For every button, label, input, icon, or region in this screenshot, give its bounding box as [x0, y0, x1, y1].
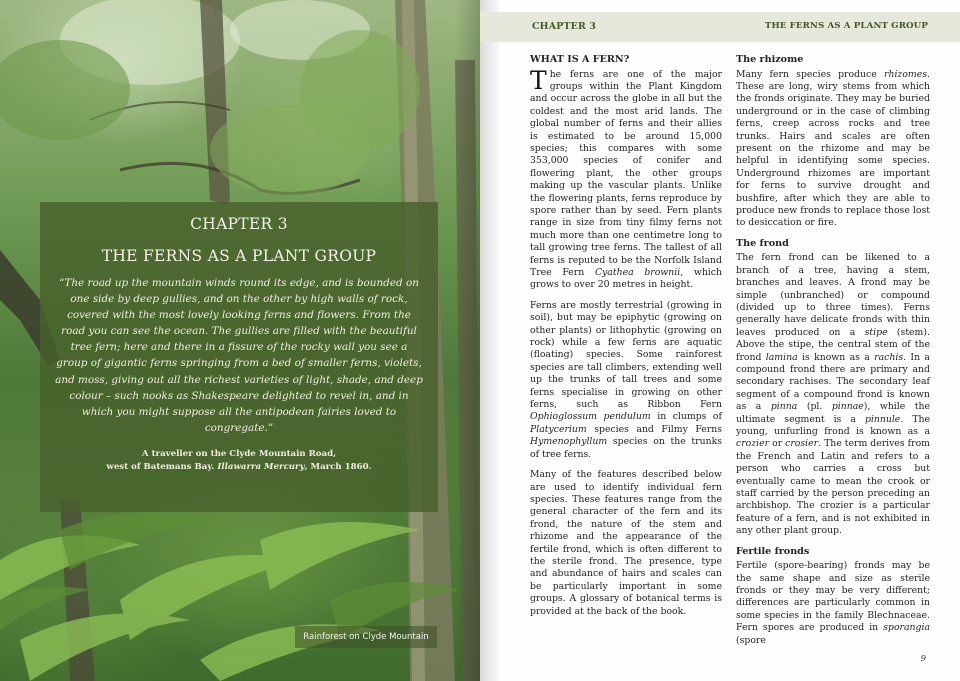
intro-text-end: , which grows to over 20 metres in height.: [530, 267, 722, 291]
panel-quote: “The road up the mountain winds round its edge, and is bounded on one side by deep gullies, and on the other by high walls of rock, covered with the most lovely looking ferns and flowers. From the road you can see the ocean. The gullies are filled with the beautiful tree fern; here and there in a fissure of the rocky wall you see a group of gigantic ferns springing from a bed of smaller ferns, violets, and moss, giving out all the richest varieties of light, shade, and deep colour – such nooks as Shakespeare delighted to revel in, and in which you might suppose all the antipodean fairies loved to congregate.”: [55, 277, 423, 434]
term: crosier: [785, 438, 819, 450]
term: pinnae: [831, 401, 864, 413]
habitat-text: species on the trunks of tree ferns.: [530, 436, 722, 460]
fertile-text: (spore: [736, 634, 766, 646]
header-title: THE FERNS AS A PLANT GROUP: [764, 21, 928, 31]
paragraph-frond: [736, 252, 930, 537]
inner-gutter-shadow: [480, 0, 502, 681]
panel-chapter-label: CHAPTER 3: [190, 215, 288, 233]
fertile-text: Fertile (spore-bearing) fronds may be the same shape and size as sterile fronds or they may be very different; differences are particularly common in some species in the family Blechnaceae. Fern spores are produced in: [736, 560, 930, 634]
term: pinnule: [864, 413, 901, 425]
term: sporangia: [883, 622, 930, 634]
term: lamina: [765, 351, 798, 363]
credit-line-1: A traveller on the Clyde Mountain Road,: [141, 448, 337, 459]
term: rhizomes: [884, 68, 928, 80]
frond-text: is known as a: [801, 351, 870, 363]
page-gutter-shadow: [455, 0, 480, 681]
header-chapter: CHAPTER 3: [532, 21, 597, 32]
photo-caption: Rainforest on Clyde Mountain: [295, 626, 437, 648]
frond-text: The fern frond can be likened to a branch of a tree, having a stem, branches and leaves. A frond may be simple (unbranched) or compound (divided up to three times). Ferns generally have delicate fronds with thin leaves produced on a: [736, 252, 930, 338]
panel-chapter-title: THE FERNS AS A PLANT GROUP: [101, 247, 377, 265]
rhizome-text: Many fern species produce: [736, 68, 877, 80]
paragraph-features: Many of the features described below are used to identify individual fern species. These features range from the general character of the fern and its frond, the nature of the stem and rhizome and the appearance of the fertile frond, which is often different to the sterile frond. The presence, type and abundance of hairs and scales can be particularly important in some groups. A glossary of botanical terms is provided at the back of the book.: [530, 469, 722, 617]
species-name: Hymenophyllum: [530, 436, 608, 448]
term: crozier: [736, 438, 770, 450]
page-number: 9: [920, 654, 926, 664]
credit-source: Illawarra Mercury: [217, 462, 305, 473]
frond-text: . The term derives from the French and Latin and refers to a person who carries a cross but eventually came to mean the crook or staff carried by the person preceding an archbishop. The crozier is a particular feature of a fern, and is not exhibited in any other plant group.: [736, 438, 930, 537]
frond-text: (stem). Above the stipe, the central stem of the frond: [736, 326, 930, 363]
text-page: [480, 0, 960, 681]
term: rachis: [874, 351, 904, 363]
paragraph-intro: [530, 65, 722, 292]
frond-text: . The young, unfurling frond is known as a: [736, 413, 930, 437]
section-heading-frond: The frond: [736, 237, 789, 249]
section-heading-what-is-a-fern: WHAT IS A FERN?: [530, 54, 630, 65]
species-name: Ophioglossum pendulum: [530, 411, 651, 423]
paragraph-fertile: [736, 560, 930, 647]
section-heading-fertile-fronds: Fertile fronds: [736, 545, 810, 557]
term: stipe: [864, 326, 888, 338]
credit-line-2: west of Batemans Bay.: [106, 462, 215, 473]
term: pinna: [770, 401, 798, 413]
habitat-text: Ferns are mostly terrestrial (growing in soil), but may be epiphytic (growing on other plants) or lithophytic (growing on rock) while a few ferns are aquatic (floating) species. Some rainforest species are tall climbers, extending well up the trunks of tall trees and some ferns specialise in growing on other ferns, such as Ribbon Fern: [530, 299, 722, 411]
habitat-text: in clumps of: [657, 411, 722, 423]
paragraph-habitats: [530, 300, 722, 461]
frond-text: or: [772, 438, 783, 450]
species-name: Platycerium: [530, 423, 587, 435]
paragraph-rhizome: [736, 69, 930, 230]
text-column-left: [530, 54, 722, 626]
intro-text: he ferns are one of the major groups within the Plant Kingdom and occur across the globe in all but the coldest and the most arid lands. The global number of ferns and their allies is estimated to be around 15,000 species; this compares with some 353,000 species of conifer and flowering plant, the other groups making up the vascular plants. Unlike the flowering plants, ferns reproduce by spore rather than by seed. Fern plants range in size from tiny filmy ferns not much more than one centimetre long to tall growing tree ferns. The tallest of all ferns is reputed to be the Norfolk Island Tree Fern: [530, 68, 722, 278]
frond-text: ), while the ultimate segment is a: [736, 401, 930, 425]
text-column-right: [736, 54, 930, 655]
rhizome-text: . These are long, wiry stems from which the fronds originate. They may be buried underground or in the case of climbing ferns, creep across rocks and tree trunks. Hairs and scales are often present on the rhizome and may be helpful in identifying some species. Underground rhizomes are important for ferns to survive drought and bushfire, after which they are able to produce new fronds to replace those lost to desiccation or fire.: [736, 68, 930, 229]
section-heading-rhizome: The rhizome: [736, 54, 804, 65]
drop-cap: T: [530, 65, 547, 95]
chapter-quote-panel: [40, 202, 438, 512]
species-name: Cyathea brownii: [594, 267, 681, 278]
credit-date: , March 1860.: [304, 462, 372, 473]
frond-text: . In a compound frond there are primary and secondary rachises. The secondary leaf segment of a compound frond is known as a: [736, 351, 930, 413]
habitat-text: species and Filmy Ferns: [594, 423, 722, 435]
running-header: [480, 12, 960, 42]
panel-credit: [54, 448, 424, 475]
frond-text: (pl.: [806, 401, 823, 413]
